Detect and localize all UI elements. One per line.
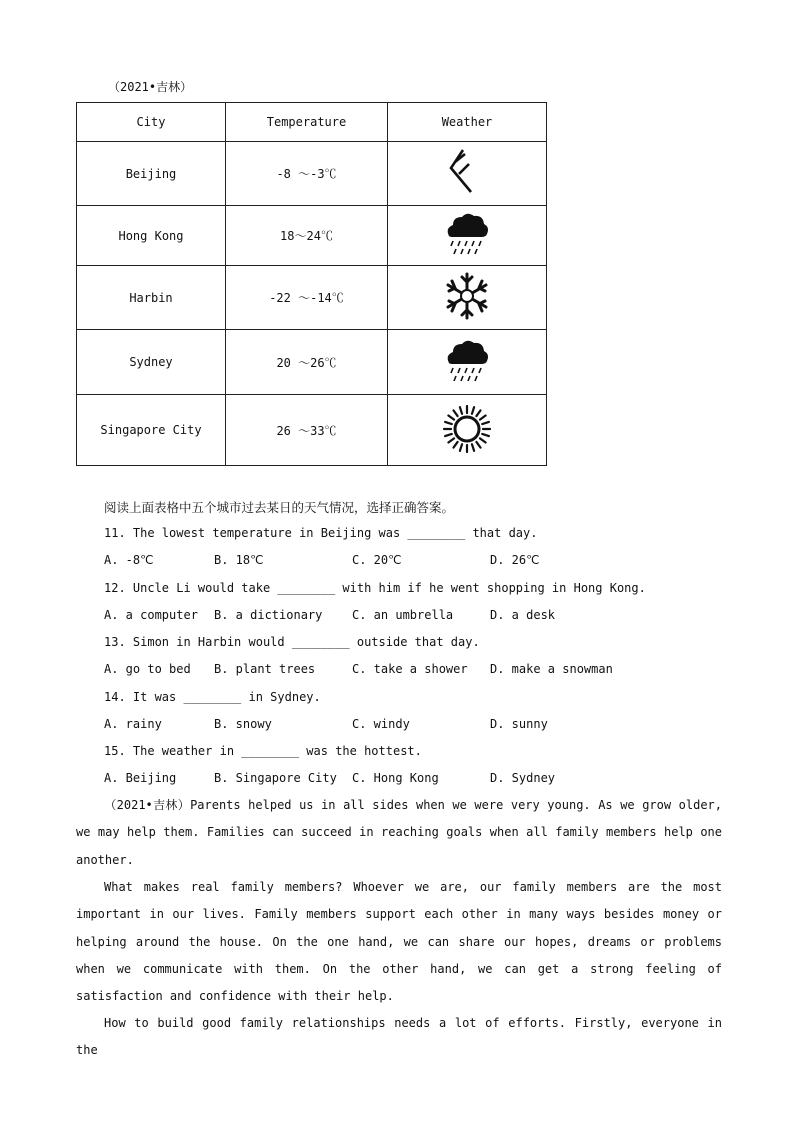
option-a[interactable]: A. a computer [104, 608, 198, 622]
city-cell: Sydney [77, 330, 226, 395]
question-options [104, 608, 664, 624]
table-row [77, 266, 547, 330]
rainy-icon [441, 208, 493, 260]
paragraph-text: What makes real family members? Whoever we are, our family members are the most important in our lives. Family members support each other in many ways besides money or helping around the house. On the one hand, we can share our hopes, dreams or problems when we communicate with them. On the other hand, we can get a strong feeling of satisfaction and confidence with their help. [76, 880, 722, 1004]
weather-cell [388, 266, 547, 330]
weather-cell [388, 330, 547, 395]
table-header-row [77, 103, 547, 142]
question-stem: 11. The lowest temperature in Beijing was ________ that day. [104, 526, 538, 540]
question-options [104, 717, 664, 733]
city-cell: Hong Kong [77, 206, 226, 266]
city-cell: Singapore City [77, 395, 226, 466]
city-cell: Beijing [77, 142, 226, 206]
snowy-icon [441, 270, 493, 322]
option-d[interactable]: D. Sydney [490, 771, 556, 785]
question-stem: 13. Simon in Harbin would ________ outside that day. [104, 635, 480, 649]
table-row [77, 395, 547, 466]
option-d[interactable]: D. a desk [490, 608, 556, 622]
option-d[interactable]: D. make a snowman [490, 662, 613, 676]
windy-icon [441, 146, 493, 198]
temperature-cell: 20 ～26℃ [226, 330, 388, 395]
instruction-text: 阅读上面表格中五个城市过去某日的天气情况，选择正确答案。 [104, 500, 455, 515]
table-row [77, 330, 547, 395]
option-c[interactable]: C. windy [352, 717, 410, 731]
option-d[interactable]: D. sunny [490, 717, 548, 731]
option-c[interactable]: C. 20℃ [352, 553, 402, 567]
option-b[interactable]: B. 18℃ [214, 553, 264, 567]
weather-cell [388, 206, 547, 266]
rainy-icon [441, 335, 493, 387]
temperature-cell: -22 ～-14℃ [226, 266, 388, 330]
weather-cell [388, 395, 547, 466]
table-row [77, 206, 547, 266]
table-row [77, 142, 547, 206]
question-stem: 12. Uncle Li would take ________ with him if he went shopping in Hong Kong. [104, 581, 646, 595]
header-weather: Weather [388, 103, 547, 142]
option-b[interactable]: B. a dictionary [214, 608, 323, 622]
temperature-cell: 18～24℃ [226, 206, 388, 266]
option-a[interactable]: A. Beijing [104, 771, 177, 785]
passage-paragraph-2 [76, 874, 722, 1010]
option-d[interactable]: D. 26℃ [490, 553, 540, 567]
header-city: City [77, 103, 226, 142]
option-a[interactable]: A. rainy [104, 717, 162, 731]
option-c[interactable]: C. take a shower [352, 662, 468, 676]
option-b[interactable]: B. Singapore City [214, 771, 337, 785]
question-options [104, 662, 664, 678]
weather-table [76, 102, 547, 466]
option-b[interactable]: B. snowy [214, 717, 272, 731]
source-tag: （2021•吉林） [108, 80, 193, 94]
option-c[interactable]: C. an umbrella [352, 608, 454, 622]
question-options [104, 771, 664, 787]
question-stem: 15. The weather in ________ was the hottest. [104, 744, 422, 758]
option-b[interactable]: B. plant trees [214, 662, 316, 676]
city-cell: Harbin [77, 266, 226, 330]
paragraph-text: （2021•吉林）Parents helped us in all sides when we were very young. As we grow older, we may help them. Families can succeed in reaching goals when all family members help one another. [76, 798, 722, 867]
temperature-cell: 26 ～33℃ [226, 395, 388, 466]
header-temperature: Temperature [226, 103, 388, 142]
question-options [104, 553, 664, 569]
option-c[interactable]: C. Hong Kong [352, 771, 439, 785]
passage-paragraph-3 [76, 1010, 722, 1065]
passage-paragraph-1 [76, 792, 722, 874]
weather-cell [388, 142, 547, 206]
option-a[interactable]: A. go to bed [104, 662, 191, 676]
temperature-cell: -8 ～-3℃ [226, 142, 388, 206]
paragraph-text: How to build good family relationships needs a lot of efforts. Firstly, everyone in the [76, 1016, 722, 1058]
sunny-icon [441, 403, 493, 455]
option-a[interactable]: A. -8℃ [104, 553, 154, 567]
question-stem: 14. It was ________ in Sydney. [104, 690, 321, 704]
